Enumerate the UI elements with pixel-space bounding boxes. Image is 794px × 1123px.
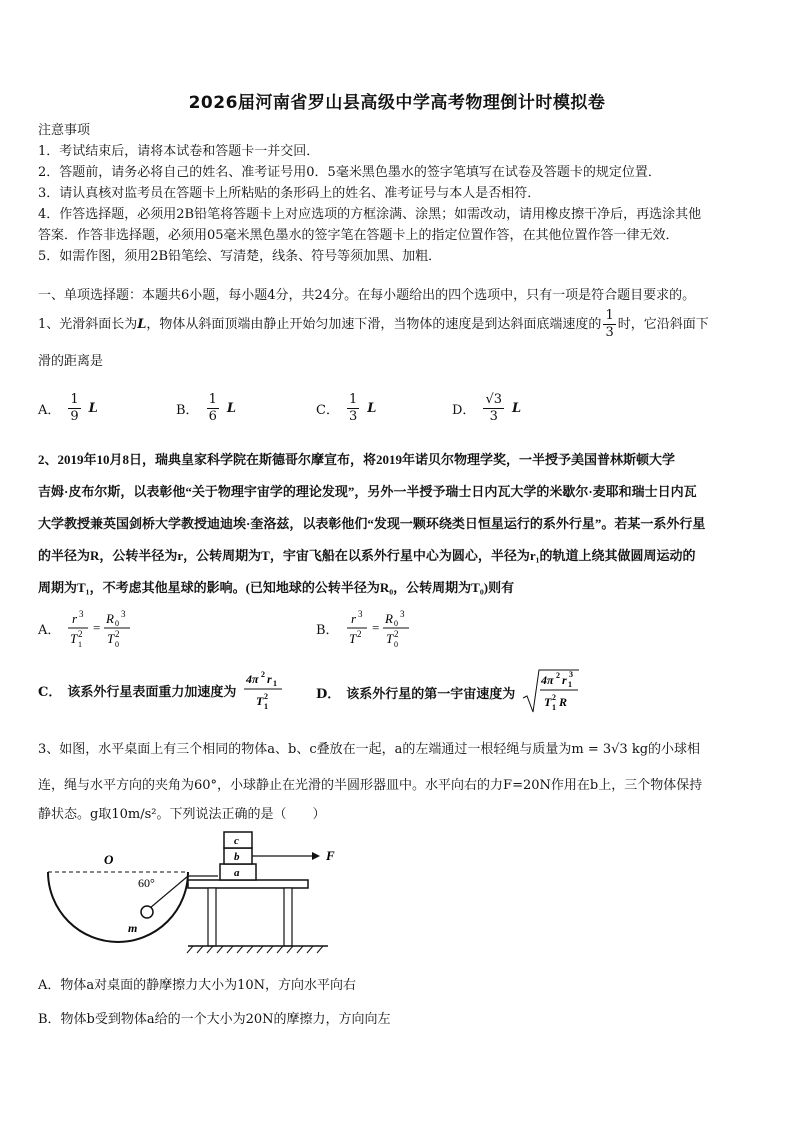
option-label: B．	[316, 622, 339, 638]
ground-hatch	[187, 946, 323, 953]
notice-item: 4．作答选择题，必须用2B铅笔将答题卡上对应选项的方框涂满、涂黑；如需改动，请用橡皮擦干净后，再选涂其他	[38, 207, 702, 222]
q3-text-line: 静状态。g取10m/s²。下列说法正确的是（ ）	[38, 807, 326, 822]
label-angle: 60°	[138, 876, 155, 890]
svg-text:2: 2	[115, 629, 120, 639]
svg-text:1: 1	[273, 679, 278, 688]
label-c: c	[234, 835, 239, 847]
q1-option-c[interactable]	[316, 392, 376, 425]
notice-item: 2．答题前，请务必将自己的姓名、准考证号用0．5毫米黑色墨水的签字笔填写在试卷及答题卡的规定位置．	[38, 165, 661, 180]
q1-fraction-num: 1	[605, 308, 614, 323]
svg-text:=: =	[371, 620, 379, 635]
q1-text-b: ，物体从斜面顶端由静止开始匀加速下滑，当物体的速度是到达斜面底端速度的	[146, 317, 602, 332]
option-fraction	[207, 392, 219, 425]
formula-b	[345, 608, 435, 648]
q1-option-d[interactable]	[452, 392, 521, 425]
section-heading	[38, 286, 763, 306]
svg-text:0: 0	[115, 619, 120, 628]
fraction-den: 3	[348, 409, 358, 424]
svg-text:1: 1	[568, 680, 573, 689]
q1-text-c: 时，它沿斜面下	[617, 317, 709, 332]
q1-fraction-den: 3	[605, 325, 614, 340]
q3-diagram	[38, 820, 358, 960]
question-2	[38, 444, 763, 604]
option-label: C．	[38, 684, 62, 700]
svg-text:=: =	[93, 620, 101, 635]
rope	[150, 876, 188, 908]
q2-text-line: 周期为T₁，不考虑其他星球的影响。(已知地球的公转半径为R₀，公转周期为T₀)则有	[38, 580, 515, 595]
svg-text:2: 2	[552, 693, 557, 702]
option-text: 该系外行星表面重力加速度为	[67, 684, 237, 700]
svg-text:3: 3	[79, 609, 84, 619]
option-label: C．	[316, 403, 339, 418]
q2-option-b[interactable]	[316, 608, 435, 648]
q2-text-line: 2、2019年10月8日，瑞典皇家科学院在斯德哥尔摩宣布，将2019年诺贝尔物理学奖，一半授予美国普林斯顿大学	[38, 452, 676, 467]
q2-text-line: 大学教授兼英国剑桥大学教授迪迪埃·奎洛兹，以表彰他们“发现一颗环绕类日恒星运行的系外行星”。若某一系外行星	[38, 516, 706, 531]
option-tail: L	[226, 401, 236, 416]
q1-text-a: 1、光滑斜面长为	[38, 317, 138, 332]
option-label: A．	[38, 403, 61, 418]
question-1	[38, 308, 763, 342]
option-label: B．	[176, 403, 199, 418]
notice-section	[38, 120, 768, 267]
svg-text:2: 2	[556, 671, 561, 680]
label-F: F	[326, 848, 335, 863]
svg-text:2: 2	[78, 629, 83, 639]
q2-text-line: 的半径为R，公转半径为r，公转周期为T，宇宙飞船在以系外行星中心为圆心，半径为r₁的轨道上绕其做圆周运动的	[38, 548, 696, 563]
section-text: 一、单项选择题：本题共6小题，每小题4分，共24分。在每小题给出的四个选项中，只有一项是符合题目要求的。	[38, 288, 696, 303]
q1-text-2: 滑的距离是	[38, 354, 104, 369]
svg-text:0: 0	[115, 640, 120, 648]
table-leg-right	[284, 888, 292, 946]
bowl-shape	[48, 872, 188, 942]
svg-text:3: 3	[357, 609, 363, 619]
svg-text:T: T	[385, 631, 393, 646]
option-tail: L	[88, 401, 98, 416]
force-arrowhead	[312, 852, 320, 860]
fraction-den: 9	[70, 409, 79, 424]
svg-text:T: T	[70, 631, 78, 646]
svg-text:0: 0	[393, 640, 398, 648]
label-b: b	[234, 851, 240, 863]
q3-text-line: 连，绳与水平方向的夹角为60°，小球静止在光滑的半圆形器皿中。水平向右的力F=20N作用在b上，三个物体保持	[38, 778, 703, 793]
svg-text:r: r	[72, 611, 78, 626]
q1-line-2	[38, 352, 763, 372]
q2-option-c[interactable]	[38, 668, 288, 712]
option-label: D．	[452, 403, 476, 418]
option-text: 该系外行星的第一宇宙速度为	[346, 686, 516, 702]
option-fraction	[483, 392, 504, 425]
fraction-num: 1	[70, 392, 79, 407]
formula-d	[521, 668, 581, 716]
svg-text:2: 2	[356, 629, 362, 639]
table-top	[188, 880, 308, 888]
q1-L: L	[137, 317, 147, 332]
svg-text:r: r	[562, 673, 567, 687]
q3-option-b[interactable]	[38, 1010, 763, 1030]
label-a: a	[234, 867, 240, 879]
page-title: 2026届河南省罗山县高级中学高考物理倒计时模拟卷	[188, 93, 606, 113]
svg-text:1: 1	[552, 703, 557, 712]
notice-item: 3．请认真核对监考员在答题卡上所粘贴的条形码上的姓名、准考证号与本人是否相符．	[38, 186, 541, 201]
svg-text:T: T	[544, 695, 552, 709]
q1-option-b[interactable]	[176, 392, 236, 425]
label-O: O	[104, 852, 114, 867]
fraction-num: √3	[485, 392, 502, 407]
option-fraction	[347, 392, 359, 425]
option-label: A．	[38, 622, 61, 638]
notice-item: 答案．作答非选择题，必须用05毫米黑色墨水的签字笔在答题卡上的指定位置作答，在其他位置作答一律无效．	[38, 228, 679, 243]
option-fraction	[68, 392, 80, 425]
svg-text:T: T	[256, 694, 264, 708]
svg-text:2: 2	[261, 670, 266, 679]
option-tail: L	[512, 401, 522, 416]
svg-text:r: r	[350, 611, 356, 626]
fraction-num: 1	[208, 392, 217, 407]
svg-text:2: 2	[393, 629, 399, 639]
q3-option-a[interactable]	[38, 976, 763, 996]
svg-text:4π: 4π	[246, 672, 259, 686]
q2-option-d[interactable]	[316, 668, 581, 716]
question-3	[38, 732, 763, 826]
formula-c	[242, 668, 288, 712]
svg-text:4π: 4π	[541, 673, 554, 687]
fraction-num: 1	[348, 392, 358, 407]
svg-text:1: 1	[264, 702, 269, 711]
svg-text:R: R	[384, 611, 393, 626]
q1-option-a[interactable]	[38, 392, 98, 425]
option-text: B．物体b受到物体a给的一个大小为20N的摩擦力，方向向左	[38, 1012, 391, 1027]
svg-text:2: 2	[264, 692, 269, 701]
notice-heading: 注意事项	[38, 123, 91, 138]
svg-text:T: T	[348, 631, 356, 646]
table-leg-left	[208, 888, 216, 946]
option-tail: L	[367, 401, 377, 416]
q2-text-line: 吉姆·皮布尔斯，以表彰他“关于物理宇宙学的理论发现”，另外一半授予瑞士日内瓦大学的米歇尔·麦耶和瑞士日内瓦	[38, 484, 697, 499]
svg-text:3: 3	[569, 670, 574, 679]
q1-fraction	[603, 308, 615, 341]
svg-text:R: R	[106, 611, 115, 626]
svg-text:r: r	[267, 672, 273, 686]
option-label: D．	[316, 686, 341, 702]
fraction-den: 6	[208, 409, 217, 424]
formula-a	[66, 608, 156, 648]
notice-item: 5．如需作图，须用2B铅笔绘、写清楚，线条、符号等须加黑、加粗．	[38, 249, 442, 264]
svg-text:R: R	[559, 695, 568, 709]
q2-option-a[interactable]	[38, 608, 156, 648]
ball	[141, 906, 153, 918]
fraction-den: 3	[489, 409, 498, 424]
svg-text:1: 1	[78, 640, 83, 648]
svg-text:0: 0	[393, 619, 398, 628]
notice-item: 1．考试结束后，请将本试卷和答题卡一并交回．	[38, 144, 320, 159]
svg-text:3: 3	[121, 609, 126, 619]
svg-text:T: T	[107, 631, 115, 646]
option-text: A．物体a对桌面的静摩擦力大小为10N，方向水平向右	[38, 978, 357, 993]
label-m: m	[128, 921, 138, 935]
q3-text-line: 3、如图，水平桌面上有三个相同的物体a、b、c叠放在一起，a的左端通过一根轻绳与质量为m = 3√3 kg的小球相	[38, 742, 701, 757]
svg-text:3: 3	[399, 609, 405, 619]
